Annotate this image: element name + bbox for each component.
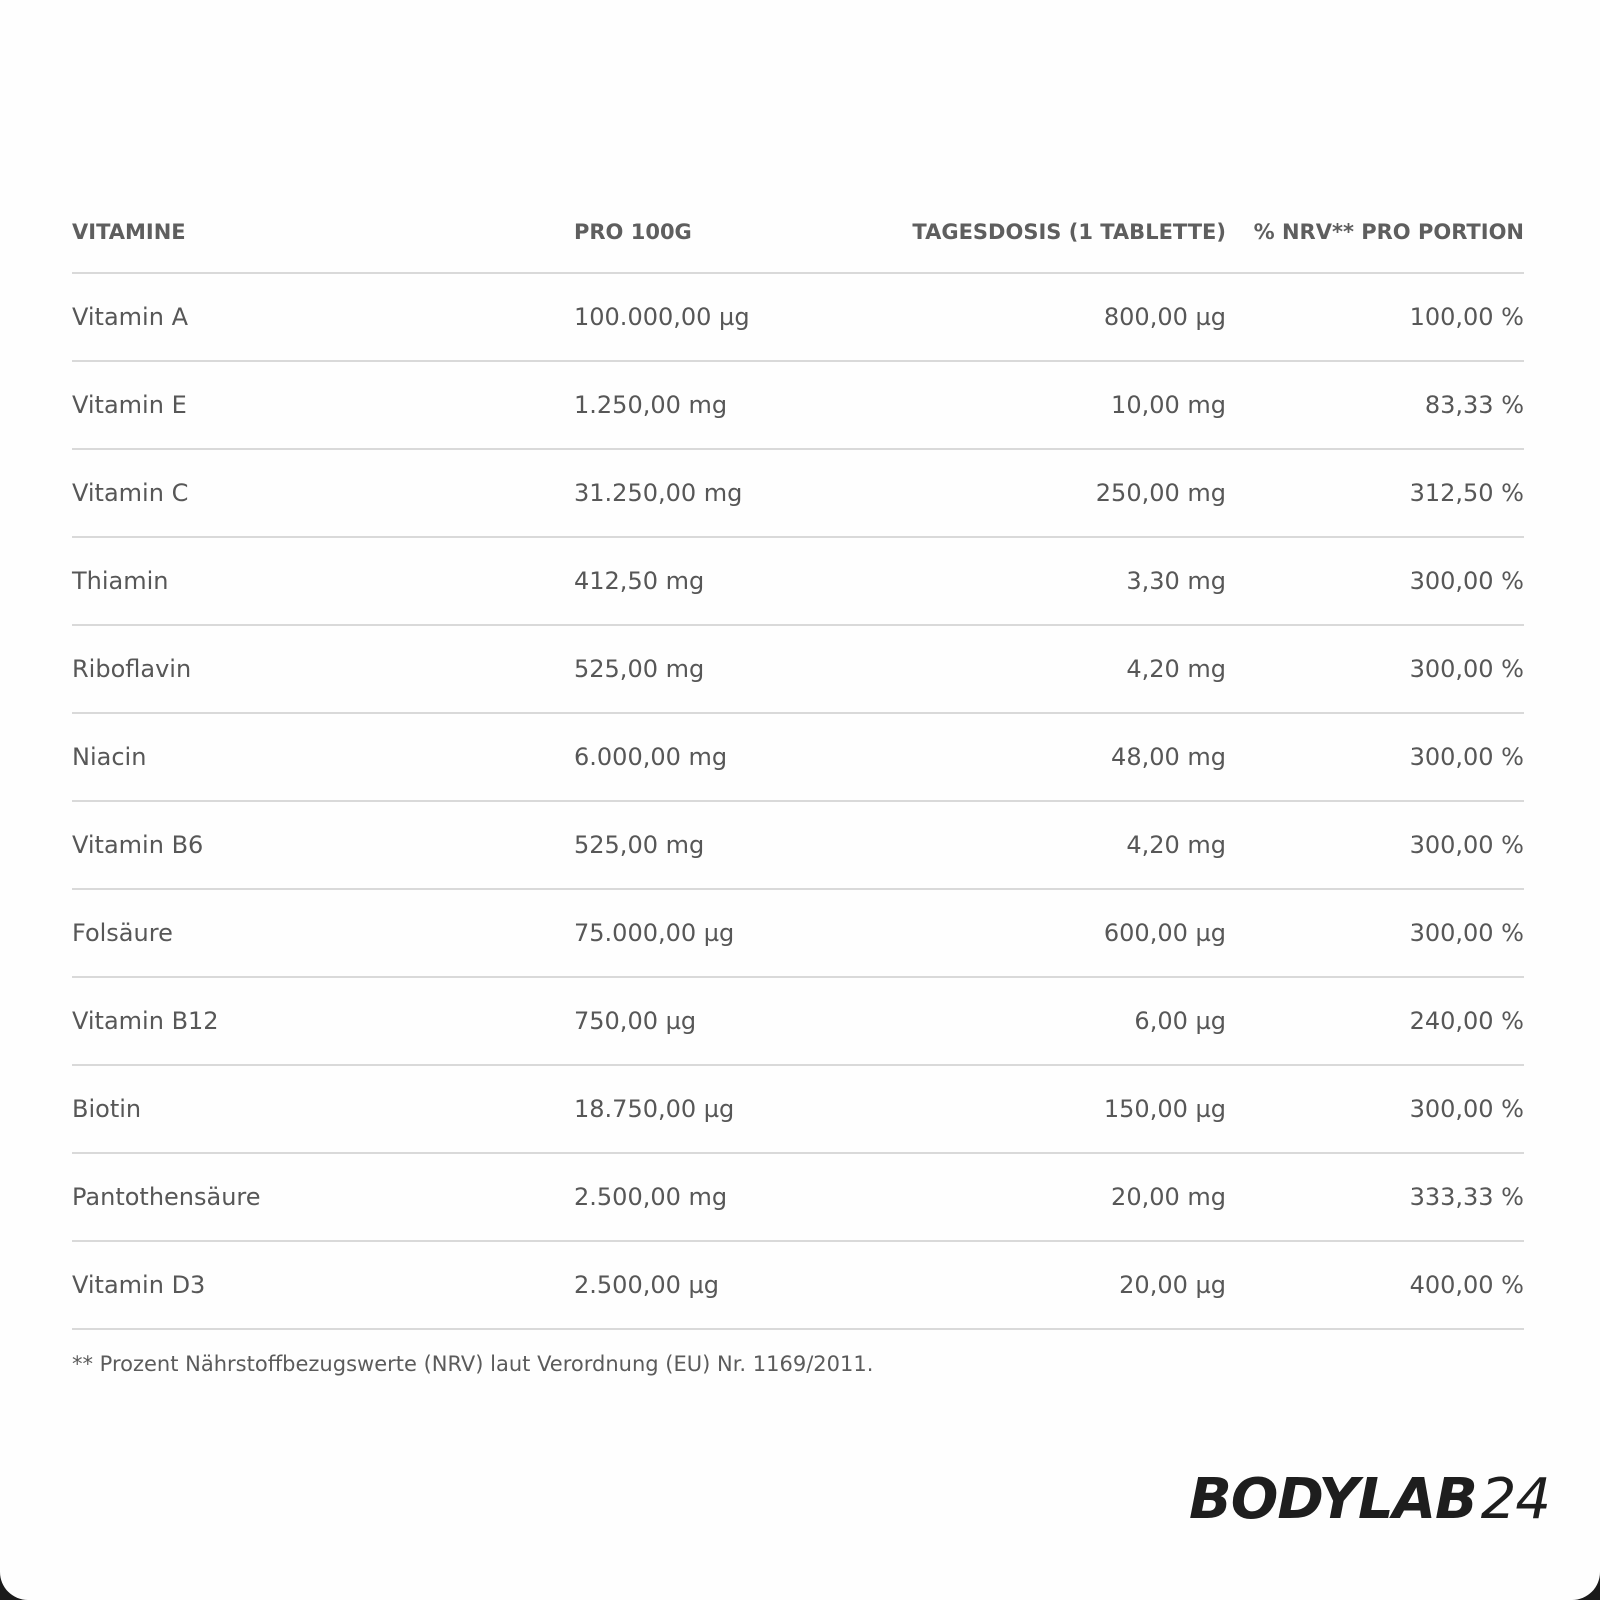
per-100g-value: 2.500,00 µg bbox=[574, 1271, 720, 1299]
daily-dose-value: 800,00 µg bbox=[1103, 303, 1226, 331]
per-100g-value: 412,50 mg bbox=[574, 567, 705, 595]
nrv-percent: 300,00 % bbox=[1409, 919, 1524, 947]
vitamin-name: Biotin bbox=[72, 1095, 142, 1123]
vitamin-name: Vitamin E bbox=[72, 391, 187, 419]
per-100g-value: 100.000,00 µg bbox=[574, 303, 750, 331]
table-row bbox=[72, 450, 1524, 538]
daily-dose-value: 10,00 mg bbox=[1111, 391, 1226, 419]
vitamin-name: Vitamin C bbox=[72, 479, 189, 507]
nrv-percent: 400,00 % bbox=[1409, 1271, 1524, 1299]
nrv-percent: 83,33 % bbox=[1424, 391, 1524, 419]
nrv-percent: 300,00 % bbox=[1409, 831, 1524, 859]
daily-dose-value: 150,00 µg bbox=[1103, 1095, 1226, 1123]
per-100g-value: 2.500,00 mg bbox=[574, 1183, 728, 1211]
table-row bbox=[72, 978, 1524, 1066]
per-100g-value: 525,00 mg bbox=[574, 655, 705, 683]
nrv-percent: 333,33 % bbox=[1409, 1183, 1524, 1211]
logo-number: 24 bbox=[1480, 1467, 1550, 1532]
daily-dose-value: 4,20 mg bbox=[1126, 655, 1226, 683]
nrv-percent: 312,50 % bbox=[1409, 479, 1524, 507]
vitamin-name: Folsäure bbox=[72, 919, 173, 947]
vitamin-name: Vitamin D3 bbox=[72, 1271, 206, 1299]
vitamin-name: Thiamin bbox=[72, 567, 169, 595]
header-tagesdosis: TAGESDOSIS (1 TABLETTE) bbox=[912, 220, 1226, 244]
table-row bbox=[72, 802, 1524, 890]
table-row bbox=[72, 714, 1524, 802]
daily-dose-value: 3,30 mg bbox=[1126, 567, 1226, 595]
daily-dose-value: 20,00 µg bbox=[1119, 1271, 1226, 1299]
table-row bbox=[72, 626, 1524, 714]
daily-dose-value: 250,00 mg bbox=[1095, 479, 1226, 507]
table-row bbox=[72, 362, 1524, 450]
table-row bbox=[72, 890, 1524, 978]
nrv-percent: 300,00 % bbox=[1409, 1095, 1524, 1123]
vitamin-name: Vitamin B12 bbox=[72, 1007, 219, 1035]
per-100g-value: 750,00 µg bbox=[574, 1007, 697, 1035]
footnote: ** Prozent Nährstoffbezugswerte (NRV) laut Verordnung (EU) Nr. 1169/2011. bbox=[72, 1352, 874, 1376]
table-row bbox=[72, 274, 1524, 362]
per-100g-value: 18.750,00 µg bbox=[574, 1095, 735, 1123]
vitamin-name: Niacin bbox=[72, 743, 147, 771]
daily-dose-value: 20,00 mg bbox=[1111, 1183, 1226, 1211]
header-vitamine: VITAMINE bbox=[72, 220, 186, 244]
per-100g-value: 31.250,00 mg bbox=[574, 479, 743, 507]
daily-dose-value: 600,00 µg bbox=[1103, 919, 1226, 947]
table-row bbox=[72, 538, 1524, 626]
vitamin-name: Vitamin A bbox=[72, 303, 188, 331]
table-body bbox=[72, 274, 1524, 1330]
nrv-percent: 300,00 % bbox=[1409, 743, 1524, 771]
header-nrv: % NRV** PRO PORTION bbox=[1253, 220, 1524, 244]
table-row bbox=[72, 1154, 1524, 1242]
daily-dose-value: 4,20 mg bbox=[1126, 831, 1226, 859]
vitamin-table bbox=[72, 192, 1524, 1330]
table-row bbox=[72, 1066, 1524, 1154]
daily-dose-value: 6,00 µg bbox=[1134, 1007, 1226, 1035]
per-100g-value: 6.000,00 mg bbox=[574, 743, 728, 771]
vitamin-name: Pantothensäure bbox=[72, 1183, 261, 1211]
table-header-row bbox=[72, 192, 1524, 274]
nrv-percent: 300,00 % bbox=[1409, 655, 1524, 683]
nrv-percent: 300,00 % bbox=[1409, 567, 1524, 595]
vitamin-name: Riboflavin bbox=[72, 655, 192, 683]
daily-dose-value: 48,00 mg bbox=[1111, 743, 1226, 771]
nrv-percent: 100,00 % bbox=[1409, 303, 1524, 331]
header-pro-100g: PRO 100G bbox=[574, 220, 692, 244]
nrv-percent: 240,00 % bbox=[1409, 1007, 1524, 1035]
per-100g-value: 525,00 mg bbox=[574, 831, 705, 859]
logo-brand: BODYLAB bbox=[1189, 1467, 1477, 1532]
bodylab24-logo bbox=[1189, 1468, 1550, 1532]
per-100g-value: 75.000,00 µg bbox=[574, 919, 735, 947]
vitamin-name: Vitamin B6 bbox=[72, 831, 204, 859]
table-row bbox=[72, 1242, 1524, 1330]
per-100g-value: 1.250,00 mg bbox=[574, 391, 728, 419]
